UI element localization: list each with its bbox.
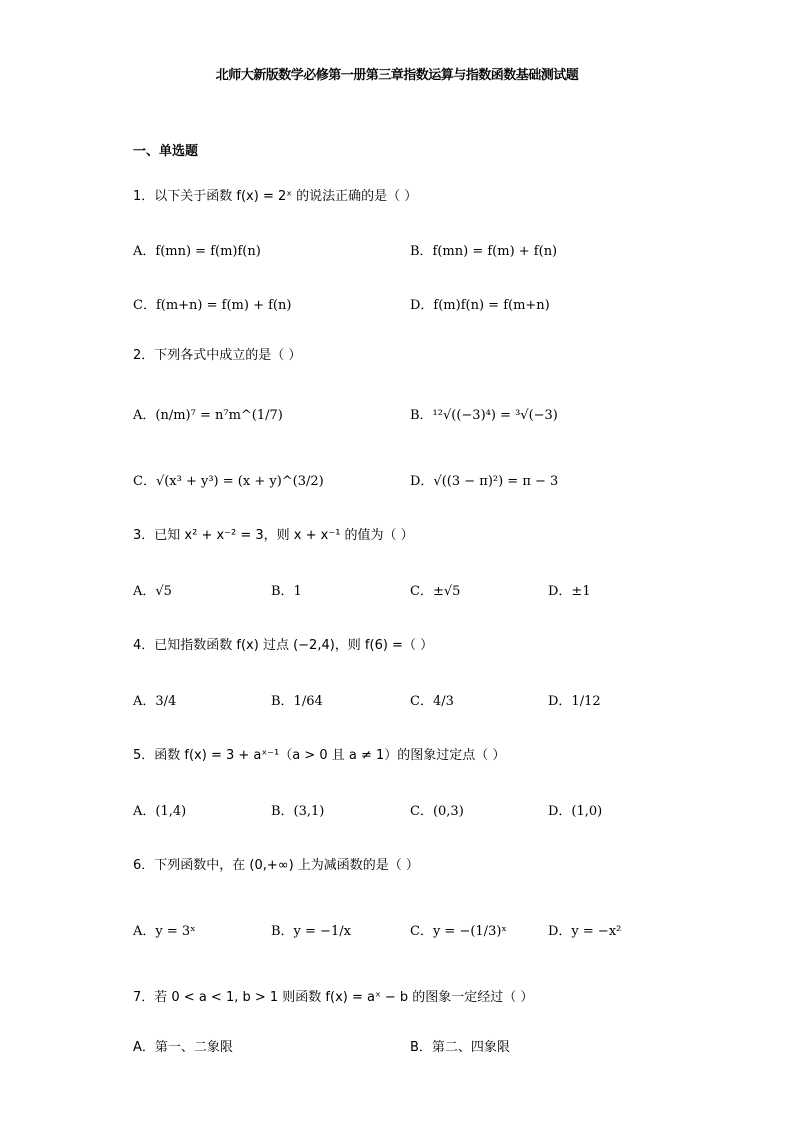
q4-option-a: A．3/4 (133, 694, 177, 709)
question-6-stem: 6．下列函数中，在 (0,+∞) 上为减函数的是（ ） (133, 858, 419, 873)
q3-option-b: B．1 (271, 584, 302, 599)
q7-option-b: B．第二、四象限 (410, 1040, 510, 1055)
question-7-stem: 7．若 0 < a < 1, b > 1 则函数 f(x) = aˣ − b 的图象一定经过（ ） (133, 990, 534, 1005)
q6-option-d: D．y = −x² (548, 924, 622, 939)
question-3-stem: 3．已知 x² + x⁻² = 3，则 x + x⁻¹ 的值为（ ） (133, 528, 414, 543)
q3-option-c: C．±√5 (410, 584, 461, 599)
q6-option-a: A．y = 3ˣ (133, 924, 196, 939)
question-2-stem: 2．下列各式中成立的是（ ） (133, 348, 302, 363)
question-5-stem: 5．函数 f(x) = 3 + aˣ⁻¹（a > 0 且 a ≠ 1）的图象过定点（ ） (133, 748, 506, 763)
q4-option-c: C．4/3 (410, 694, 454, 709)
q3-option-a: A．√5 (133, 584, 172, 599)
q5-option-a: A．(1,4) (133, 804, 187, 819)
q1-option-d: D．f(m)f(n) = f(m+n) (410, 298, 550, 313)
q1-option-c: C．f(m+n) = f(m) + f(n) (133, 298, 292, 313)
q5-option-b: B．(3,1) (271, 804, 325, 819)
q1-option-a: A．f(mn) = f(m)f(n) (133, 244, 261, 259)
question-1-stem: 1．以下关于函数 f(x) = 2ˣ 的说法正确的是（ ） (133, 189, 418, 204)
q1-option-b: B．f(mn) = f(m) + f(n) (410, 244, 558, 259)
q2-option-c: C．√(x³ + y³) = (x + y)^(3/2) (133, 474, 324, 489)
q4-option-d: D．1/12 (548, 694, 601, 709)
q4-option-b: B．1/64 (271, 694, 323, 709)
section-heading: 一、单选题 (133, 144, 199, 159)
page-title: 北师大新版数学必修第一册第三章指数运算与指数函数基础测试题 (215, 68, 579, 83)
q7-option-a: A．第一、二象限 (133, 1040, 233, 1055)
q5-option-d: D．(1,0) (548, 804, 603, 819)
q6-option-b: B．y = −1/x (271, 924, 351, 939)
q2-option-d: D．√((3 − π)²) = π − 3 (410, 474, 559, 489)
q2-option-a: A．(n/m)⁷ = n⁷m^(1/7) (133, 408, 283, 423)
q3-option-d: D．±1 (548, 584, 591, 599)
q5-option-c: C．(0,3) (410, 804, 464, 819)
question-4-stem: 4．已知指数函数 f(x) 过点 (−2,4)，则 f(6) =（ ） (133, 638, 434, 653)
q2-option-b: B．¹²√((−3)⁴) = ³√(−3) (410, 408, 558, 423)
q6-option-c: C．y = −(1/3)ˣ (410, 924, 507, 939)
